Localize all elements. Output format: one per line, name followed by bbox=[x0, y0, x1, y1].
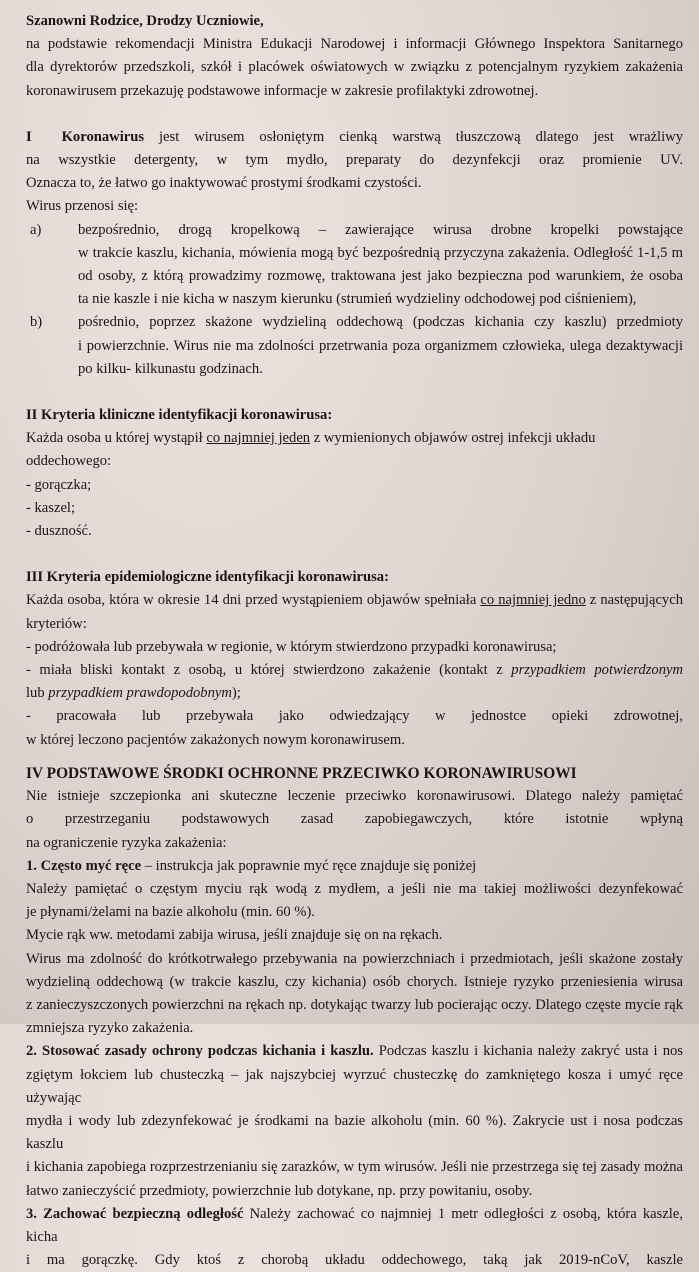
s1-line: Oznacza to, że łatwo go inaktywować prostymi środkami czystości. bbox=[26, 175, 422, 192]
point-1-line: zmniejsza ryzyko zakażenia. bbox=[26, 1020, 194, 1037]
spacer bbox=[26, 103, 683, 126]
s4-line: Nie istnieje szczepionka ani skuteczne leczenie przeciwko koronawirusowi. Dlatego należy pamiętać bbox=[26, 788, 683, 805]
point-2-line: łatwo zanieczyścić przedmioty, powierzchnie lub dotykane, np. przy powitaniu, osoby. bbox=[26, 1182, 533, 1199]
symptom-item: - duszność. bbox=[26, 523, 92, 540]
intro-line: koronawirusem przekazuję podstawowe informacje w zakresie profilaktyki zdrowotnej. bbox=[26, 82, 539, 99]
spacer bbox=[26, 752, 683, 762]
point-3-rest: Należy zachować co najmniej 1 metr odległości z osobą, która kaszle, kicha bbox=[26, 1205, 683, 1245]
list-line: i powierzchnie. Wirus nie ma zdolności przetrwania poza organizmem człowieka, ulega dezaktywacji bbox=[78, 337, 683, 354]
spacer bbox=[26, 543, 683, 566]
point-2-rest: Podczas kaszlu i kichania należy zakryć usta i nos bbox=[373, 1043, 683, 1060]
symptom-item: - kaszel; bbox=[26, 499, 76, 516]
s3-lead-b: z następujących bbox=[585, 592, 684, 609]
s1-term: Koronawirus bbox=[61, 128, 145, 145]
s3-lead-c: kryteriów: bbox=[26, 615, 87, 632]
list-item-a bbox=[26, 219, 683, 312]
symptom-item: - gorączka; bbox=[26, 476, 92, 493]
section-3-title: III Kryteria epidemiologiczne identyfikacji koronawirusa: bbox=[26, 569, 389, 586]
s2-lead-a: Każda osoba u której wystąpił bbox=[26, 430, 207, 447]
point-1-heading bbox=[26, 855, 683, 878]
s4-line: na ograniczenie ryzyka zakażenia: bbox=[26, 834, 227, 851]
list-marker: a) bbox=[30, 221, 42, 238]
s3-lead-emphasis: co najmniej jedno bbox=[480, 592, 586, 609]
list-item-b bbox=[26, 311, 683, 381]
criteria-text: ); bbox=[231, 685, 241, 702]
list-line: od osoby, z którą prowadzimy rozmowę, traktowana jest jako bezpieczna pod warunkiem, że osoba bbox=[78, 268, 683, 285]
criteria-item: - pracowała lub przebywała jako odwiedzający w jednostce opieki zdrowotnej, bbox=[26, 708, 683, 725]
point-2-heading bbox=[26, 1040, 683, 1063]
criteria-item: - podróżowała lub przebywała w regionie, w którym stwierdzono przypadki koronawirusa; bbox=[26, 638, 557, 655]
point-1-line: Należy pamiętać o częstym myciu rąk wodą z mydłem, a jeśli nie ma takiej możliwości dezynfekować bbox=[26, 880, 683, 897]
criteria-text: lub bbox=[26, 685, 49, 702]
intro-line: na podstawie rekomendacji Ministra Edukacji Narodowej i informacji Głównego Inspektora Sanitarnego bbox=[26, 36, 683, 53]
criteria-italic: przypadkiem prawdopodobnym bbox=[48, 685, 232, 702]
point-3-heading bbox=[26, 1203, 683, 1249]
point-1-line: Wirus ma zdolność do krótkotrwałego przebywania na powierzchniach i przedmiotach, jeśli skażone zostały bbox=[26, 950, 683, 967]
s2-lead bbox=[26, 427, 683, 473]
s1-line bbox=[26, 126, 683, 149]
salutation: Szanowni Rodzice, Drodzy Uczniowie, bbox=[26, 13, 264, 29]
point-1-line: wydzieliną oddechową (w trakcie kaszlu, czy kichania) osób chorych. Istnieje ryzyko przeniesienia wirusa bbox=[26, 973, 683, 990]
criteria-item-cont bbox=[26, 682, 683, 705]
s1-line: na wszystkie detergenty, w tym mydło, preparaty do dezynfekcji oraz promienie UV. bbox=[26, 152, 683, 169]
criteria-item-cont: w której leczono pacjentów zakażonych nowym koronawirusem. bbox=[26, 731, 405, 748]
point-1-line: Mycie rąk ww. metodami zabija wirusa, jeśli znajduje się on na rękach. bbox=[26, 927, 443, 944]
intro-line: dla dyrektorów przedszkoli, szkół i placówek oświatowych w związku z potencjalnym ryzykiem zakażenia bbox=[26, 59, 683, 76]
s2-lead-b: z wymienionych objawów ostrej infekcji układu oddechowego: bbox=[26, 430, 596, 470]
s1-num: I bbox=[26, 128, 32, 145]
section-2-title: II Kryteria kliniczne identyfikacji koronawirusa: bbox=[26, 407, 333, 424]
criteria-text: - miała bliski kontakt z osobą, u której stwierdzono zakażenie (kontakt z bbox=[26, 662, 512, 679]
point-1-rest: – instrukcja jak poprawnie myć ręce znajduje się poniżej bbox=[141, 857, 477, 874]
section-4-title: IV PODSTAWOWE ŚRODKI OCHRONNE PRZECIWKO KORONAWIRUSOWI bbox=[26, 764, 577, 782]
point-2-title: 2. Stosować zasady ochrony podczas kichania i kaszlu. bbox=[26, 1043, 374, 1060]
point-1-title: 1. Często myć ręce bbox=[26, 857, 142, 874]
s1-transmits: Wirus przenosi się: bbox=[26, 198, 139, 215]
criteria-italic: przypadkiem potwierdzonym bbox=[511, 662, 684, 679]
list-line: ta nie kaszle i nie kicha w naszym kierunku (strumień wydzieliny odchodowej pod ciśnieniem), bbox=[78, 291, 637, 308]
s3-lead bbox=[26, 589, 683, 612]
point-2-line: mydła i wody lub zdezynfekować je środkami na bazie alkoholu (min. 60 %). Zakrycie ust i nosa podczas kaszlu bbox=[26, 1112, 683, 1153]
point-1-line: z zanieczyszczonych powierzchni na rękach np. dotykając twarzy lub pocierając oczy. Dlatego częste mycie rąk bbox=[26, 996, 683, 1013]
point-2-line: zgiętym łokciem lub chusteczką – jak najszybciej wyrzuć chusteczkę do zamkniętego kosza i umyć ręce używając bbox=[26, 1066, 683, 1106]
s3-lead-a: Każda osoba, która w okresie 14 dni przed wystąpieniem objawów spełniała bbox=[26, 592, 481, 609]
list-line: po kilku- kilkunastu godzinach. bbox=[78, 360, 263, 377]
list-line: w trakcie kaszlu, kichania, mówienia mogą być bezpośrednią przyczyna zakażenia. Odległość 1-1,5 m bbox=[78, 244, 683, 261]
s1-text: jest wirusem osłoniętym cienką warstwą tłuszczową dlatego jest wrażliwy bbox=[158, 128, 683, 145]
point-1-line: je płynami/żelami na bazie alkoholu (min. 60 %). bbox=[26, 904, 315, 921]
list-line: pośrednio, poprzez skażone wydzieliną oddechową (podczas kichania czy kaszlu) przedmioty bbox=[78, 314, 683, 331]
point-3-title: 3. Zachować bezpieczną odległość bbox=[26, 1205, 244, 1222]
s2-lead-emphasis: co najmniej jeden bbox=[206, 430, 311, 447]
s4-line: o przestrzeganiu podstawowych zasad zapobiegawczych, które istotnie wpłyną bbox=[26, 811, 683, 828]
list-marker: b) bbox=[30, 314, 43, 331]
point-2-line: i kichania zapobiega rozprzestrzenianiu się zarazków, w tym wirusów. Jeśli nie przestrzega się tej zasady można bbox=[26, 1159, 683, 1176]
point-3-line: i ma gorączkę. Gdy ktoś z chorobą układu oddechowego, taką jak 2019-nCoV, kaszle bbox=[26, 1252, 683, 1269]
list-line: bezpośrednio, drogą kropelkową – zawierające wirusa drobne kropelki powstające bbox=[78, 221, 683, 238]
spacer bbox=[26, 381, 683, 404]
criteria-item bbox=[26, 659, 683, 682]
